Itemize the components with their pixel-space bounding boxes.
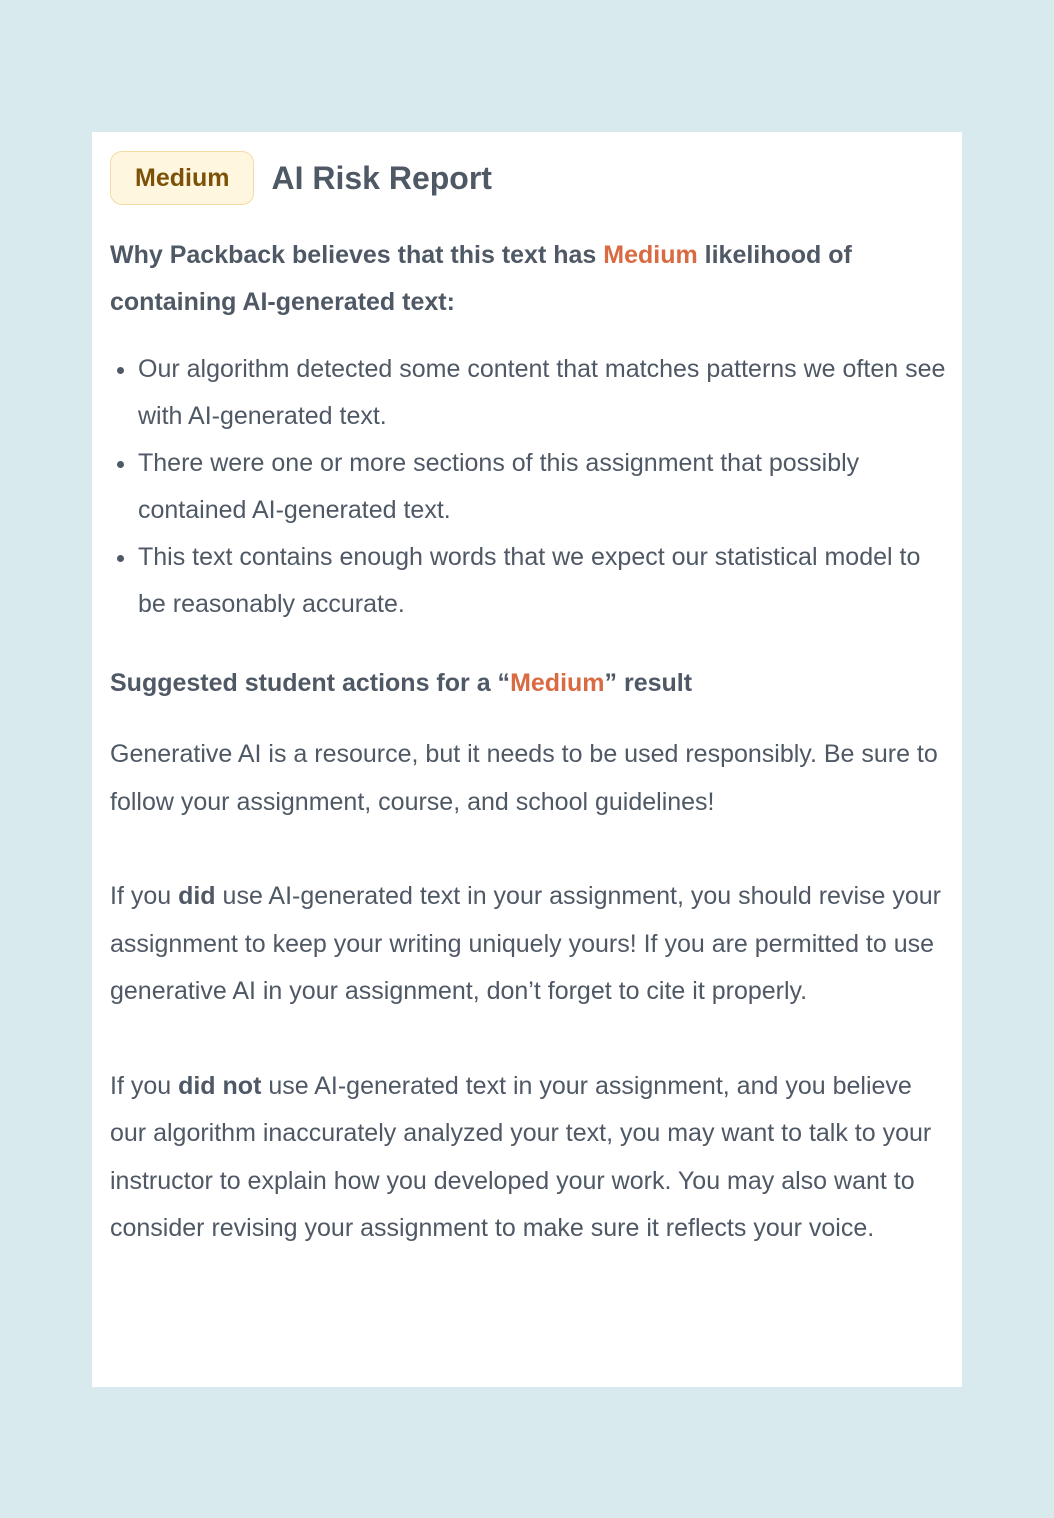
guidance-paragraph: Generative AI is a resource, but it needs to be used responsibly. Be sure to follow your assignment, course, and school guidelines!	[110, 740, 938, 816]
suggested-heading-prefix: Suggested student actions for a “	[110, 669, 511, 697]
ai-risk-report-card	[92, 132, 962, 1387]
reason-item: • This text contains enough words that we expect our statistical model to be reasonably accurate.	[138, 534, 946, 628]
reason-item: • Our algorithm detected some content that matches patterns we often see with AI-generated text.	[138, 346, 946, 440]
why-heading-prefix: Why Packback believes that this text has	[110, 241, 604, 269]
did-not-use-after: use AI-generated text in your assignment, and you believe our algorithm inaccurately analyzed your text, you may want to talk to your instructor to explain how you developed your work. You may also want to consider revising your assignment to make sure it reflects your voice.	[110, 1071, 932, 1242]
did-use-before: If you	[110, 882, 179, 910]
report-title: AI Risk Report	[271, 159, 492, 196]
did-use-paragraph	[110, 873, 946, 1016]
did-not-use-paragraph	[110, 1063, 946, 1253]
did-use-emphasis: did	[178, 882, 216, 910]
why-heading	[110, 232, 946, 326]
report-header	[110, 150, 946, 206]
risk-level-badge: Medium	[110, 151, 254, 205]
why-heading-suffix: likelihood of containing AI-generated text:	[110, 241, 852, 316]
did-not-use-emphasis: did not	[178, 1071, 262, 1100]
suggested-heading-level: Medium	[510, 669, 605, 697]
reasons-list	[110, 346, 946, 628]
suggested-heading-suffix: ” result	[604, 669, 693, 697]
reason-item: • There were one or more sections of this assignment that possibly contained AI-generated text.	[138, 440, 946, 534]
suggested-actions-heading	[110, 660, 946, 707]
did-not-use-before: If you	[110, 1071, 179, 1100]
why-heading-level: Medium	[603, 241, 698, 269]
did-use-after: use AI-generated text in your assignment, you should revise your assignment to keep your writing uniquely yours! If you are permitted to use generative AI in your assignment, don’t forget to cite it properly.	[110, 882, 941, 1005]
